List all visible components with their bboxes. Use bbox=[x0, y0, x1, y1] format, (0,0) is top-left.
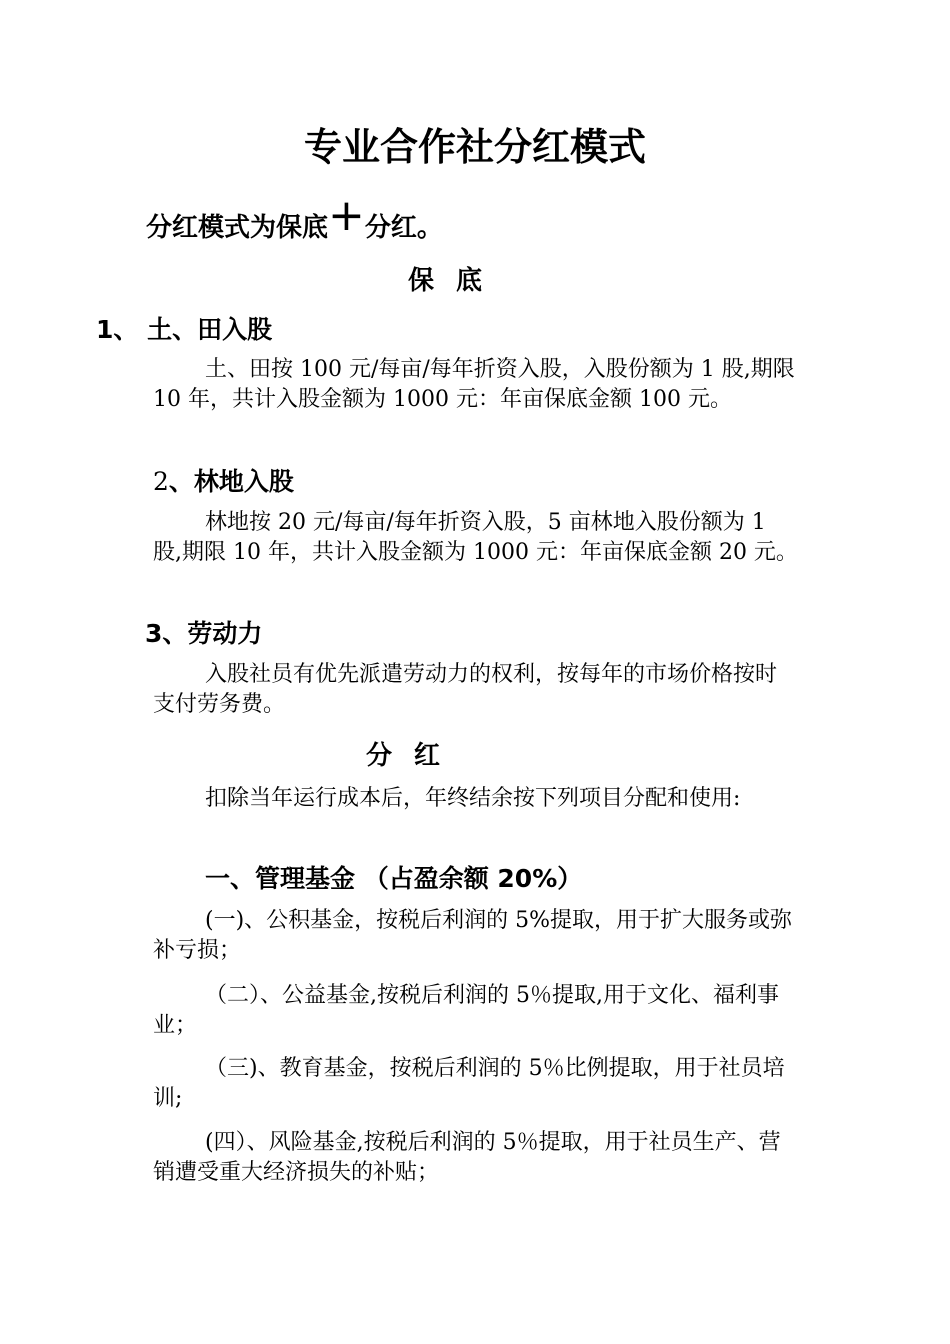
plus-sign: + bbox=[328, 190, 365, 241]
item-heading-labor: 3、劳动力 bbox=[145, 619, 263, 648]
lead-before: 分红模式为保底 bbox=[146, 213, 329, 243]
item-heading-forest-number: 2 bbox=[153, 467, 169, 496]
lead-statement bbox=[146, 190, 443, 247]
fund-item-accumulation: (一)、公积基金，按税后利润的 5%提取，用于扩大服务或弥补亏损； bbox=[153, 908, 793, 963]
item-heading-forest-label: 、林地入股 bbox=[168, 467, 294, 496]
fund-item-risk: (四）、风险基金,按税后利润的 5％提取，用于社员生产、营销遭受重大经济损失的补贴； bbox=[153, 1130, 781, 1185]
item-heading-land: 1、 土、田入股 bbox=[96, 315, 273, 344]
fund-item-education: （三)、教育基金，按税后利润的 5％比例提取，用于社员培训; bbox=[153, 1056, 785, 1111]
item-text-forest: 林地按 20 元/每亩/每年折资入股，5 亩林地入股份额为 1 股,期限 10 年，共计入股金额为 1000 元：年亩保底金额 20 元。 bbox=[153, 510, 798, 565]
fund-item-welfare: （二）、公益基金,按税后利润的 5％提取,用于文化、福利事业； bbox=[153, 983, 779, 1038]
fenhong-intro: 扣除当年运行成本后，年终结余按下列项目分配和使用: bbox=[205, 786, 741, 811]
section-heading-baodi: 保底 bbox=[408, 266, 505, 296]
page-title: 专业合作社分红模式 bbox=[303, 124, 646, 169]
item-text-labor: 入股社员有优先派遣劳动力的权利，按每年的市场价格按时支付劳务费。 bbox=[153, 662, 778, 717]
fund-heading: 一、管理基金 （占盈余额 20%） bbox=[205, 864, 583, 893]
lead-after: 分红。 bbox=[364, 213, 443, 243]
item-text-land: 土、田按 100 元/每亩/每年折资入股，入股份额为 1 股,期限 10 年，共计入股金额为 1000 元：年亩保底金额 100 元。 bbox=[153, 357, 795, 412]
item-heading-forest bbox=[153, 462, 294, 498]
section-heading-fenhong: 分红 bbox=[366, 741, 463, 771]
